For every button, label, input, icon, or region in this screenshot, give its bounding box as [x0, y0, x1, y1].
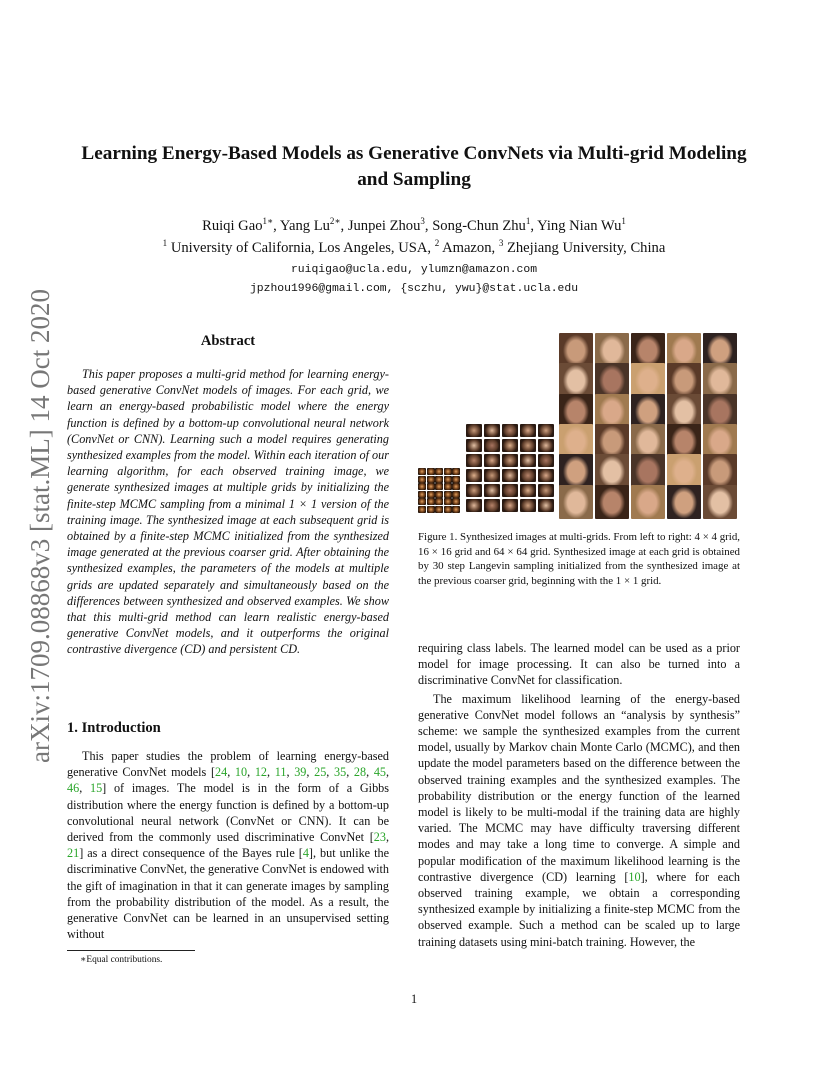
- author: Song-Chun Zhu: [432, 218, 526, 234]
- synthesized-face-image: [559, 454, 593, 488]
- affiliations: [60, 238, 768, 258]
- email-line-1: ruiqigao@ucla.edu, ylumzn@amazon.com: [290, 264, 538, 276]
- synthesized-face-image: [435, 506, 443, 513]
- synthesized-face-image: [559, 424, 593, 458]
- citation-group: 23, 21: [67, 830, 389, 861]
- synthesized-face-image: [435, 468, 443, 475]
- synthesized-face-image: [559, 485, 593, 519]
- paragraph-text: The maximum likelihood learning of the energy-based generative ConvNet model follows an “analysis by synthesis” scheme: we sample the synthesized examples from the current model, usually by Markov chain Monte Carlo (MCMC), and then update the model parameters based on the difference between the observed training examples and the synthesized examples. The probability distribution or the energy function of the learned model is likely to be multi-modal if the training data are highly varied. The MCMC may have difficulty traversing different modes and may take a long time to converge. A simple and popular modification of the maximum likelihood learning is the contrastive divergence (CD) learning [: [418, 691, 740, 884]
- synthesized-face-image: [484, 424, 500, 437]
- citation-link[interactable]: 12: [254, 765, 268, 780]
- synthesized-face-image: [703, 485, 737, 519]
- synthesized-face-image: [466, 499, 482, 512]
- title-line-1: Learning Energy-Based Models as Generative ConvNets via Multi-grid Modeling: [81, 143, 747, 164]
- synthesized-face-image: [520, 484, 536, 497]
- citation-link[interactable]: 25: [314, 765, 327, 780]
- synthesized-face-image: [502, 454, 518, 467]
- synthesized-face-image: [502, 439, 518, 452]
- paragraph-text: ], where for each observed training example, we obtain a corresponding synthesized example by initializing a finite-step MCMC from the observed example. Such a method can be scaled up to large training datasets using mini-batch training. However, the: [418, 869, 740, 949]
- citation-link[interactable]: 4: [302, 846, 309, 861]
- affil-mark: 2: [434, 238, 440, 249]
- affiliation: Zhejiang University, China: [506, 240, 666, 256]
- synthesized-face-image: [631, 394, 665, 428]
- synthesized-face-image: [502, 469, 518, 482]
- synthesized-face-image: [595, 485, 629, 519]
- figure-caption: Figure 1. Synthesized images at multi-grids. From left to right: 4 × 4 grid, 16 × 16 grid and 64 × 64 grid. Synthesized image at each grid is obtained by 30 step Langevin sampling initialized from the synthesized image at the previous coarser grid, beginning with the 1 × 1 grid.: [418, 531, 740, 587]
- paragraph: [418, 691, 740, 950]
- synthesized-face-image: [484, 439, 500, 452]
- citation-link[interactable]: 39: [294, 765, 307, 780]
- synthesized-face-image: [418, 491, 426, 498]
- affil-mark: 1: [162, 238, 168, 249]
- synthesized-face-image: [435, 491, 443, 498]
- synthesized-face-image: [538, 469, 554, 482]
- synthesized-face-image: [484, 454, 500, 467]
- citation-link[interactable]: 24: [215, 765, 228, 780]
- synthesized-face-image: [444, 491, 452, 498]
- synthesized-face-image: [484, 469, 500, 482]
- synthesized-face-image: [538, 499, 554, 512]
- synthesized-face-image: [667, 394, 701, 428]
- citation-group: 24, 10, 12, 11, 39, 25, 35, 28, 45, 46, 15: [67, 765, 390, 796]
- citation-link[interactable]: 10: [234, 765, 248, 780]
- email-line-2: jpzhou1996@gmail.com, {sczhu, ywu}@stat.ucla.edu: [249, 283, 579, 295]
- author-mark: 1: [621, 216, 626, 227]
- synthesized-face-image: [667, 333, 701, 367]
- synthesized-face-image: [520, 424, 536, 437]
- intro-text: ] as a direct consequence of the Bayes rule [: [79, 846, 303, 861]
- author: Ying Nian Wu: [537, 218, 622, 234]
- synthesized-face-image: [452, 483, 460, 490]
- synthesized-face-image: [538, 424, 554, 437]
- synthesized-face-image: [427, 498, 435, 505]
- citation-link[interactable]: 35: [334, 765, 347, 780]
- synthesized-face-image: [484, 499, 500, 512]
- synthesized-face-image: [452, 476, 460, 483]
- footnote-rule: [67, 950, 195, 951]
- affiliation: Amazon,: [442, 240, 496, 256]
- synthesized-face-image: [703, 394, 737, 428]
- intro-paragraph: [67, 748, 389, 942]
- synthesized-face-image: [452, 468, 460, 475]
- synthesized-face-image: [595, 424, 629, 458]
- synthesized-face-image: [520, 439, 536, 452]
- synthesized-face-image: [667, 363, 701, 397]
- synthesized-face-image: [418, 498, 426, 505]
- synthesized-face-image: [444, 506, 452, 513]
- section-heading-introduction: 1. Introduction: [67, 720, 161, 736]
- intro-text: ] of images. The model is in the form of a Gibbs distribution where the energy function is defined by a bottom-up convolutional neural network (ConvNet or CNN). It can be derived from the commonly used discriminative ConvNet [: [67, 781, 390, 845]
- author-mark: 3: [420, 216, 425, 227]
- citation-link[interactable]: 10: [628, 869, 641, 884]
- synthesized-face-image: [703, 454, 737, 488]
- abstract-heading: Abstract: [200, 333, 256, 349]
- paragraph: requiring class labels. The learned model can be used as a prior model for image processing. It can also be turned into a discriminative ConvNet for classification.: [418, 641, 740, 688]
- author-list: Ruiqi Gao$^{1∗}$, Yang $Lu^{2∗}$, Junpei Zhou$^3$, Song-Chun Zhu$^1$, Ying Nian Wu$^1$: [202, 216, 626, 234]
- intro-text: This paper studies the problem of learning energy-based generative ConvNet models [: [67, 749, 389, 780]
- author: Yang Lu: [279, 218, 330, 234]
- synthesized-face-image: [538, 454, 554, 467]
- synthesized-face-image: [667, 485, 701, 519]
- citation-link[interactable]: 21: [67, 846, 80, 861]
- intro-text: ], but unlike the discriminative ConvNet, the generative ConvNet is endowed with the gift of imagination in that it can generate images by sampling from the probability distribution of the model. As a result, the generative ConvNet can be learned in an unsupervised setting without: [67, 846, 389, 942]
- synthesized-face-image: [435, 483, 443, 490]
- synthesized-face-image: [520, 454, 536, 467]
- synthesized-face-image: [427, 468, 435, 475]
- synthesized-face-image: [538, 484, 554, 497]
- synthesized-face-image: [703, 363, 737, 397]
- synthesized-face-image: [502, 424, 518, 437]
- synthesized-face-image: [631, 485, 665, 519]
- synthesized-face-image: [484, 484, 500, 497]
- synthesized-face-image: [435, 498, 443, 505]
- synthesized-face-image: [667, 424, 701, 458]
- synthesized-face-image: [418, 476, 426, 483]
- synthesized-face-image: [444, 476, 452, 483]
- synthesized-face-image: [559, 333, 593, 367]
- synthesized-face-image: [427, 491, 435, 498]
- synthesized-face-image: [502, 499, 518, 512]
- figure-synthesized-faces: [418, 333, 738, 513]
- synthesized-face-image: [667, 454, 701, 488]
- synthesized-face-image: [466, 469, 482, 482]
- synthesized-face-image: [435, 476, 443, 483]
- synthesized-face-image: [466, 439, 482, 452]
- paper-title: [60, 141, 768, 193]
- synthesized-face-image: [418, 506, 426, 513]
- synthesized-face-image: [703, 333, 737, 367]
- arxiv-identifier: arXiv:1709.08868v3 [stat.ML] 14 Oct 2020: [25, 289, 55, 763]
- synthesized-face-image: [631, 333, 665, 367]
- synthesized-face-image: [444, 498, 452, 505]
- affiliation: University of California, Los Angeles, USA,: [170, 240, 432, 256]
- abstract-text: This paper proposes a multi-grid method for learning energy-based generative ConvNet models of images. For each grid, we learn an energy-based probabilistic model where the energy function is defined by a bottom-up convolutional neural network (ConvNet or CNN). Learning such a model requires generating synthesized examples from the model. Within each iteration of our learning algorithm, for each observed training image, we generate synthesized images at multiple grids by initializing the finite-step MCMC sampling from a minimal 1 × 1 version of the training image. The synthesized image at each subsequent grid is obtained by a finite-step MCMC initialized from the synthesized image generated at the previous coarser grid. After obtaining the synthesized examples, the parameters of the models at multiple grids are updated separately and simultaneously based on the differences between synthesized and observed examples. We show that this multi-grid method can learn realistic energy-based generative ConvNet models, and it outperforms the original contrastive divergence (CD) and persistent CD.: [67, 367, 389, 657]
- synthesized-face-image: [452, 491, 460, 498]
- synthesized-face-image: [559, 394, 593, 428]
- synthesized-face-image: [559, 363, 593, 397]
- synthesized-face-image: [418, 483, 426, 490]
- synthesized-face-image: [631, 454, 665, 488]
- synthesized-face-image: [418, 468, 426, 475]
- synthesized-face-image: [427, 483, 435, 490]
- synthesized-face-image: [595, 454, 629, 488]
- synthesized-face-image: [452, 498, 460, 505]
- synthesized-face-image: [427, 476, 435, 483]
- synthesized-face-image: [595, 363, 629, 397]
- author-mark: 1∗: [262, 216, 274, 227]
- citation-link[interactable]: 45: [373, 765, 387, 780]
- footnote: ∗Equal contributions.: [80, 955, 163, 965]
- citation-link[interactable]: 15: [89, 781, 103, 796]
- synthesized-face-image: [595, 333, 629, 367]
- synthesized-face-image: [520, 499, 536, 512]
- synthesized-face-image: [452, 506, 460, 513]
- synthesized-face-image: [466, 424, 482, 437]
- citation-link[interactable]: 23: [373, 830, 386, 845]
- synthesized-face-image: [444, 468, 452, 475]
- affil-mark: 3: [498, 238, 504, 249]
- synthesized-face-image: [502, 484, 518, 497]
- page-number: 1: [410, 992, 418, 1006]
- synthesized-face-image: [466, 484, 482, 497]
- synthesized-face-image: [520, 469, 536, 482]
- citation-link[interactable]: 11: [274, 765, 287, 780]
- right-column-text: [418, 640, 740, 950]
- synthesized-face-image: [595, 394, 629, 428]
- synthesized-face-image: [444, 483, 452, 490]
- synthesized-face-image: [466, 454, 482, 467]
- author: Junpei Zhou: [347, 218, 421, 234]
- title-line-2: and Sampling: [357, 169, 471, 190]
- synthesized-face-image: [703, 424, 737, 458]
- citation-link[interactable]: 28: [353, 765, 367, 780]
- citation-link[interactable]: 46: [67, 781, 80, 796]
- author-mark: 2∗: [329, 216, 341, 227]
- synthesized-face-image: [631, 424, 665, 458]
- author-mark: 1: [525, 216, 531, 227]
- author: Ruiqi Gao: [202, 218, 263, 234]
- synthesized-face-image: [427, 506, 435, 513]
- synthesized-face-image: [631, 363, 665, 397]
- synthesized-face-image: [538, 439, 554, 452]
